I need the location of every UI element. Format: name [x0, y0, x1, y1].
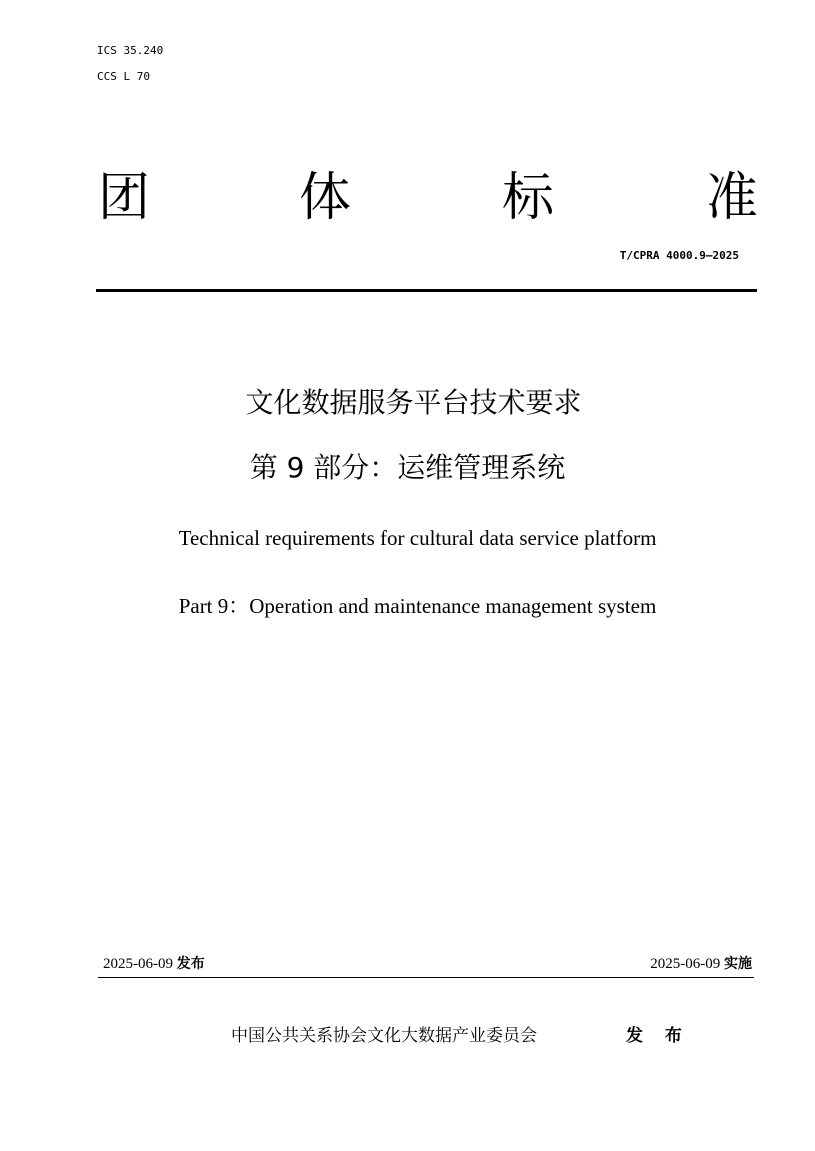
- publisher-name: 中国公共关系协会文化大数据产业委员会: [231, 1026, 537, 1046]
- ics-code: ICS 35.240: [97, 44, 164, 57]
- english-title-line-1: Technical requirements for cultural data service platform: [178, 526, 657, 550]
- implementation-date-value: 2025-06-09: [650, 956, 721, 972]
- ccs-code: CCS L 70: [97, 70, 150, 83]
- issue-date-value: 2025-06-09: [103, 956, 173, 972]
- doc-type-char-3: 标: [502, 168, 555, 228]
- doc-type-char-2: 体: [299, 168, 352, 228]
- issue-date: [103, 954, 205, 974]
- doc-type-char-4: 准: [706, 168, 759, 228]
- bottom-divider: [98, 977, 754, 978]
- english-title-line-2: Part 9：Operation and maintenance management system: [178, 594, 657, 618]
- doc-type-char-1: 团: [98, 168, 151, 228]
- standard-number: T/CPRA 4000.9—2025: [619, 249, 739, 262]
- implementation-date: [650, 954, 752, 974]
- top-divider: [96, 289, 757, 292]
- chinese-title-line-1: 文化数据服务平台技术要求: [245, 386, 582, 419]
- issue-label: 发布: [176, 956, 205, 972]
- implementation-label: 实施: [724, 956, 752, 972]
- chinese-title-line-2: 第 9 部分：运维管理系统: [249, 451, 566, 484]
- publisher-action: 发 布: [626, 1026, 690, 1046]
